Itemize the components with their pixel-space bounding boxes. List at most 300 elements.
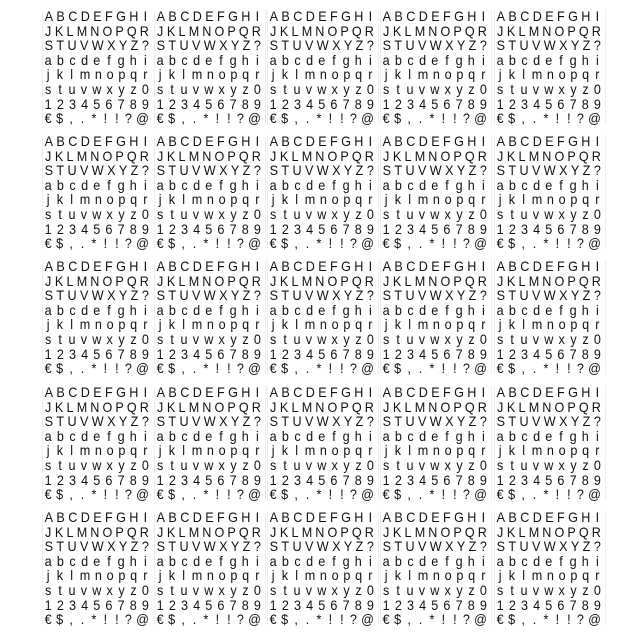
letter-glyph: C — [520, 258, 530, 274]
letter-row — [153, 148, 265, 164]
letter-glyph: 9 — [479, 345, 487, 362]
letter-glyph: u — [180, 206, 188, 222]
letter-glyph: A — [44, 384, 54, 400]
letter-glyph: e — [545, 427, 553, 444]
letter-glyph: 9 — [253, 95, 261, 112]
letter-glyph: M — [188, 22, 200, 39]
letter-glyph: ? — [479, 538, 487, 555]
letter-glyph: S — [44, 413, 54, 430]
letter-glyph: O — [327, 398, 338, 415]
letter-glyph: b — [281, 176, 289, 193]
letter-glyph: i — [481, 301, 485, 318]
letter-glyph: l — [522, 442, 526, 459]
letter-glyph: m — [304, 316, 316, 333]
letter-glyph: L — [404, 147, 412, 164]
letter-glyph: D — [418, 384, 428, 400]
letter-glyph: 4 — [81, 220, 89, 237]
letter-glyph: 8 — [354, 95, 362, 112]
letter-glyph: ? — [366, 162, 374, 179]
letter-glyph: K — [54, 147, 64, 164]
letter-glyph: L — [178, 523, 186, 540]
letter-glyph: 9 — [141, 471, 149, 488]
letter-glyph: 4 — [419, 596, 427, 613]
letter-glyph: . — [192, 486, 197, 503]
letter-sheet — [379, 384, 491, 502]
letter-glyph: ! — [441, 486, 446, 503]
letter-glyph: C — [180, 509, 190, 525]
letter-glyph: s — [157, 206, 164, 222]
letter-glyph: T — [508, 37, 517, 54]
letter-glyph: 4 — [81, 471, 89, 488]
letter-glyph: Z — [242, 413, 251, 430]
letter-glyph: w — [92, 582, 102, 598]
letter-glyph: d — [306, 427, 314, 444]
letter-row — [266, 486, 378, 502]
letter-glyph: C — [180, 258, 190, 274]
letter-glyph: M — [528, 272, 540, 289]
letter-glyph: D — [532, 133, 542, 149]
letter-glyph: W — [543, 37, 556, 54]
letter-glyph: * — [429, 235, 435, 252]
letter-glyph: t — [510, 331, 514, 347]
letter-glyph: 5 — [318, 95, 326, 112]
letter-glyph: Q — [351, 22, 362, 39]
letter-glyph: @ — [588, 360, 601, 377]
letter-glyph: @ — [588, 611, 601, 628]
letter-glyph: W — [316, 287, 329, 304]
letter-glyph: 6 — [330, 471, 338, 488]
letter-row — [153, 273, 265, 289]
letter-row — [266, 553, 378, 569]
letter-glyph: r — [368, 316, 373, 333]
letter-glyph: Y — [230, 538, 240, 555]
letter-glyph: j — [271, 567, 275, 584]
letter-glyph: P — [453, 523, 462, 540]
letter-glyph: 6 — [217, 220, 225, 237]
letter-glyph: . — [80, 486, 85, 503]
letter-glyph: Z — [468, 162, 477, 179]
letter-glyph: s — [497, 457, 504, 473]
letter-glyph: G — [341, 509, 351, 525]
letter-glyph: 9 — [366, 471, 374, 488]
letter-glyph: D — [305, 258, 315, 274]
letter-glyph: y — [343, 582, 350, 598]
letter-glyph: U — [67, 162, 77, 179]
letter-glyph: $ — [394, 235, 402, 252]
letter-row — [379, 597, 491, 613]
letter-row — [493, 428, 605, 444]
letter-glyph: W — [429, 538, 442, 555]
letter-glyph: $ — [56, 611, 64, 628]
letter-glyph: n — [94, 66, 102, 83]
letter-glyph: $ — [168, 360, 176, 377]
letter-sheet — [41, 384, 153, 502]
letter-glyph: X — [445, 37, 454, 54]
letter-glyph: 2 — [168, 471, 176, 488]
letter-glyph: 2 — [394, 596, 402, 613]
letter-glyph: y — [230, 331, 237, 347]
letter-glyph: q — [130, 442, 138, 459]
letter-glyph: q — [355, 191, 363, 208]
letter-glyph: 3 — [68, 95, 77, 112]
letter-glyph: c — [407, 301, 414, 318]
letter-glyph: @ — [248, 360, 261, 377]
letter-glyph: T — [281, 538, 290, 555]
letter-glyph: k — [508, 316, 516, 333]
letter-glyph: n — [94, 316, 102, 333]
letter-glyph: C — [406, 133, 416, 149]
letter-glyph: F — [556, 509, 565, 525]
letter-glyph: T — [394, 37, 403, 54]
letter-glyph: Z — [242, 287, 251, 304]
letter-glyph: z — [582, 206, 589, 222]
letter-glyph: 4 — [533, 95, 541, 112]
letter-row — [41, 509, 153, 525]
letter-glyph: t — [396, 457, 400, 473]
letter-glyph: J — [383, 272, 390, 289]
letter-glyph: 9 — [366, 596, 374, 613]
letter-glyph: 8 — [129, 345, 137, 362]
letter-glyph: S — [156, 287, 166, 304]
letter-glyph: ! — [567, 611, 571, 628]
letter-glyph: q — [582, 442, 590, 459]
letter-row — [153, 287, 265, 303]
letter-glyph: t — [170, 206, 174, 222]
letter-glyph: 2 — [281, 471, 289, 488]
letter-glyph: , — [294, 360, 298, 377]
letter-glyph: O — [554, 523, 565, 540]
letter-glyph: * — [203, 235, 209, 252]
letter-glyph: A — [156, 8, 166, 24]
letter-glyph: L — [66, 272, 74, 289]
letter-glyph: S — [496, 287, 506, 304]
letter-glyph: U — [405, 287, 415, 304]
letter-row — [379, 428, 491, 444]
letter-glyph: t — [283, 206, 287, 222]
letter-glyph: 2 — [56, 345, 64, 362]
letter-sheet — [41, 258, 153, 376]
letter-glyph: s — [45, 331, 52, 347]
letter-glyph: u — [180, 331, 188, 347]
letter-glyph: e — [431, 552, 439, 569]
letter-glyph: s — [157, 582, 164, 598]
letter-glyph: J — [157, 272, 164, 289]
letter-glyph: 1 — [269, 345, 277, 362]
letter-glyph: k — [281, 316, 289, 333]
letter-glyph: w — [317, 206, 327, 222]
letter-glyph: h — [354, 176, 362, 193]
letter-glyph: R — [591, 272, 601, 289]
letter-glyph: z — [582, 457, 589, 473]
letter-glyph: T — [394, 538, 403, 555]
letter-row — [379, 66, 491, 82]
letter-glyph: h — [129, 301, 137, 318]
letter-glyph: K — [54, 272, 64, 289]
letter-row — [153, 81, 265, 97]
letter-row — [41, 553, 153, 569]
letter-glyph: n — [206, 567, 214, 584]
letter-glyph: ? — [253, 538, 261, 555]
letter-glyph: r — [595, 567, 600, 584]
letter-glyph: , — [407, 235, 411, 252]
letter-glyph: A — [496, 133, 506, 149]
letter-row — [266, 346, 378, 362]
letter-glyph: * — [429, 360, 435, 377]
letter-glyph: h — [581, 427, 589, 444]
letter-glyph: 3 — [520, 220, 529, 237]
letter-glyph: @ — [474, 235, 487, 252]
letter-glyph: ! — [567, 486, 571, 503]
letter-glyph: w — [204, 81, 214, 97]
letter-glyph: 7 — [342, 471, 350, 488]
letter-glyph: 8 — [581, 345, 589, 362]
letter-glyph: z — [582, 81, 589, 97]
letter-glyph: E — [431, 384, 440, 400]
letter-glyph: z — [355, 331, 362, 347]
letter-row — [379, 442, 491, 458]
letter-glyph: 2 — [394, 95, 402, 112]
letter-glyph: j — [46, 567, 50, 584]
letter-glyph: J — [157, 147, 164, 164]
letter-glyph: z — [468, 81, 475, 97]
letter-glyph: t — [510, 206, 514, 222]
letter-glyph: A — [382, 258, 392, 274]
letter-glyph: y — [456, 206, 463, 222]
letter-row — [41, 206, 153, 222]
letter-glyph: e — [93, 301, 101, 318]
letter-glyph: a — [156, 176, 164, 193]
letter-glyph: 5 — [431, 596, 439, 613]
letter-glyph: $ — [168, 611, 176, 628]
letter-glyph: n — [432, 66, 440, 83]
letter-glyph: V — [191, 413, 201, 430]
letter-glyph: ! — [453, 611, 457, 628]
letter-row — [379, 162, 491, 178]
letter-glyph: e — [431, 176, 439, 193]
letter-glyph: t — [396, 81, 400, 97]
letter-glyph: q — [130, 567, 138, 584]
letter-glyph: f — [559, 552, 563, 569]
letter-glyph: T — [56, 287, 65, 304]
letter-glyph: L — [66, 398, 74, 415]
letter-sheet — [153, 8, 265, 126]
letter-glyph: f — [559, 176, 563, 193]
letter-glyph: c — [181, 176, 188, 193]
letter-glyph: g — [229, 51, 237, 68]
letter-glyph: ! — [340, 360, 344, 377]
letter-glyph: A — [44, 8, 54, 24]
letter-glyph: K — [279, 272, 289, 289]
letter-glyph: l — [408, 442, 412, 459]
letter-glyph: X — [559, 287, 568, 304]
letter-glyph: H — [581, 8, 591, 24]
letter-glyph: ! — [328, 486, 333, 503]
letter-row — [153, 52, 265, 68]
letter-glyph: y — [343, 81, 350, 97]
letter-glyph: ? — [593, 413, 601, 430]
letter-glyph: j — [158, 191, 162, 208]
letter-glyph: L — [291, 523, 299, 540]
letter-glyph: 6 — [217, 345, 225, 362]
letter-glyph: o — [558, 191, 566, 208]
letter-glyph: s — [45, 457, 52, 473]
letter-glyph: P — [453, 272, 462, 289]
letter-glyph: x — [218, 331, 225, 347]
letter-glyph: Y — [118, 37, 128, 54]
letter-glyph: V — [417, 287, 427, 304]
letter-glyph: 8 — [241, 220, 249, 237]
letter-glyph: 5 — [93, 471, 101, 488]
letter-glyph: q — [242, 567, 250, 584]
letter-glyph: 1 — [156, 95, 164, 112]
letter-glyph: g — [117, 301, 125, 318]
letter-glyph: H — [354, 384, 364, 400]
letter-glyph: I — [255, 384, 260, 400]
letter-glyph: 9 — [593, 596, 601, 613]
letter-glyph: d — [533, 51, 541, 68]
letter-glyph: u — [293, 457, 301, 473]
letter-glyph: ! — [441, 235, 446, 252]
letter-glyph: 2 — [168, 220, 176, 237]
letter-glyph: 9 — [479, 471, 487, 488]
letter-glyph: 6 — [443, 596, 451, 613]
letter-glyph: W — [429, 162, 442, 179]
letter-glyph: D — [532, 8, 542, 24]
letter-glyph: ! — [555, 110, 560, 127]
letter-glyph: 1 — [496, 471, 504, 488]
letter-glyph: c — [69, 176, 76, 193]
letter-glyph: W — [203, 37, 216, 54]
letter-glyph: t — [170, 457, 174, 473]
letter-glyph: 9 — [253, 596, 261, 613]
letter-glyph: m — [417, 66, 429, 83]
letter-glyph: . — [80, 611, 85, 628]
letter-glyph: S — [382, 538, 392, 555]
letter-glyph: V — [191, 37, 201, 54]
letter-glyph: 6 — [557, 220, 565, 237]
letter-glyph: v — [532, 206, 540, 222]
letter-glyph: r — [595, 191, 600, 208]
letter-glyph: E — [545, 133, 554, 149]
letter-glyph: I — [368, 8, 373, 24]
letter-glyph: s — [383, 331, 390, 347]
letter-glyph: ? — [124, 235, 132, 252]
letter-row — [41, 597, 153, 613]
letter-glyph: ? — [236, 611, 244, 628]
letter-glyph: c — [521, 427, 528, 444]
letter-glyph: g — [117, 552, 125, 569]
letter-glyph: T — [394, 413, 403, 430]
letter-glyph: 9 — [366, 220, 374, 237]
letter-row — [153, 110, 265, 126]
letter-glyph: @ — [361, 360, 374, 377]
letter-glyph: X — [445, 287, 454, 304]
letter-glyph: 6 — [557, 596, 565, 613]
letter-glyph: u — [180, 582, 188, 598]
letter-glyph: G — [116, 8, 126, 24]
letter-glyph: 7 — [455, 471, 463, 488]
letter-glyph: I — [481, 258, 486, 274]
letter-glyph: M — [414, 398, 426, 415]
letter-glyph: d — [81, 176, 89, 193]
letter-glyph: u — [68, 331, 76, 347]
letter-glyph: p — [570, 66, 578, 83]
letter-glyph: 5 — [93, 220, 101, 237]
letter-glyph: h — [581, 301, 589, 318]
letter-glyph: ! — [115, 611, 119, 628]
letter-row — [41, 567, 153, 583]
letter-glyph: 4 — [193, 471, 201, 488]
letter-glyph: o — [331, 567, 339, 584]
letter-glyph: 2 — [56, 596, 64, 613]
letter-glyph: 0 — [366, 457, 374, 473]
letter-glyph: c — [407, 51, 414, 68]
letter-glyph: G — [454, 509, 464, 525]
letter-glyph: ! — [567, 360, 571, 377]
letter-glyph: 1 — [496, 95, 504, 112]
letter-glyph: R — [591, 22, 601, 39]
letter-glyph: l — [522, 191, 526, 208]
letter-glyph: U — [519, 162, 529, 179]
letter-glyph: S — [269, 538, 279, 555]
letter-glyph: Y — [343, 37, 353, 54]
letter-glyph: P — [567, 523, 576, 540]
letter-glyph: 5 — [431, 471, 439, 488]
letter-glyph: U — [519, 538, 529, 555]
letter-glyph: x — [444, 457, 451, 473]
letter-glyph: . — [192, 110, 197, 127]
letter-glyph: c — [521, 552, 528, 569]
letter-glyph: r — [368, 567, 373, 584]
letter-glyph: 3 — [180, 95, 189, 112]
letter-glyph: g — [455, 427, 463, 444]
letter-glyph: k — [56, 316, 64, 333]
letter-glyph: ? — [576, 110, 584, 127]
letter-glyph: P — [567, 398, 576, 415]
letter-row — [493, 235, 605, 251]
letter-glyph: h — [581, 552, 589, 569]
letter-glyph: W — [429, 37, 442, 54]
letter-glyph: . — [305, 486, 310, 503]
letter-row — [266, 457, 378, 473]
letter-glyph: n — [319, 567, 327, 584]
letter-sheet — [153, 258, 265, 376]
letter-glyph: s — [383, 582, 390, 598]
letter-glyph: L — [404, 272, 412, 289]
letter-glyph: p — [456, 567, 464, 584]
letter-glyph: j — [46, 442, 50, 459]
letter-glyph: 5 — [431, 220, 439, 237]
letter-glyph: L — [404, 398, 412, 415]
letter-glyph: G — [454, 133, 464, 149]
letter-glyph: R — [477, 22, 487, 39]
letter-glyph: z — [130, 206, 137, 222]
letter-glyph: 2 — [168, 596, 176, 613]
letter-glyph: r — [368, 191, 373, 208]
letter-glyph: m — [304, 567, 316, 584]
letter-glyph: I — [255, 8, 260, 24]
letter-row — [266, 509, 378, 525]
letter-glyph: X — [332, 538, 341, 555]
letter-row — [41, 538, 153, 554]
letter-glyph: $ — [394, 486, 402, 503]
letter-glyph: C — [293, 258, 303, 274]
letter-glyph: i — [255, 301, 259, 318]
letter-row — [493, 524, 605, 540]
letter-glyph: G — [228, 133, 238, 149]
letter-glyph: E — [205, 133, 214, 149]
letter-glyph: 3 — [406, 95, 415, 112]
